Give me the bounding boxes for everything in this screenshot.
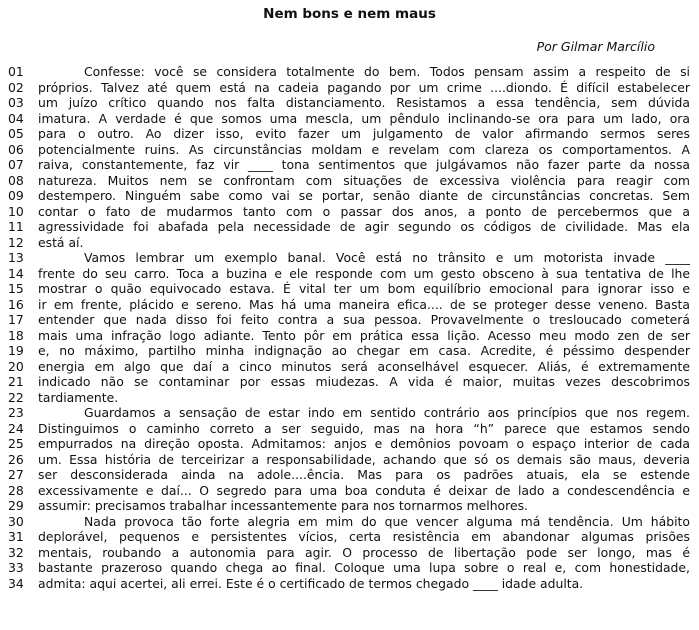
text-line xyxy=(8,452,690,468)
line-text: entender que nada disso foi feito contra a sua pessoa. Provavelmente o tresloucado cometerá xyxy=(38,312,690,327)
line-number: 11 xyxy=(8,219,24,234)
text-line xyxy=(8,204,690,220)
line-text: um. Essa história de terceirizar a responsabilidade, achando que só os demais são maus, deveria xyxy=(38,451,690,467)
text-line xyxy=(8,219,690,235)
line-number: 18 xyxy=(8,327,24,343)
line-text: mais uma infração logo adiante. Tento pôr em prática essa lição. Acesso meu modo zen de ser xyxy=(38,327,690,343)
line-number: 16 xyxy=(8,296,24,312)
line-text: próprios. Talvez até quem está na cadeia pagando por um crime ....diondo. É difícil estabelecer xyxy=(38,79,690,95)
text-line xyxy=(8,374,690,390)
line-number: 27 xyxy=(8,467,24,482)
line-text: excessivamente e daí... O segredo para uma boa conduta é deixar de lado a condescendência e xyxy=(38,482,690,498)
line-number: 09 xyxy=(8,188,24,203)
text-line xyxy=(8,80,690,96)
text-line xyxy=(8,188,690,204)
text-line xyxy=(8,64,690,80)
text-line xyxy=(8,421,690,437)
line-text: um juízo crítico quando nos falta distanciamento. Resistamos a essa tendência, sem dúvida xyxy=(38,95,690,110)
line-text: Confesse: você se considera totalmente do bem. Todos pensam assim a respeito de si xyxy=(84,64,690,79)
line-text: imatura. A verdade é que somos uma mescla, um pêndulo inclinando-se ora para um lado, ora xyxy=(38,110,690,126)
line-text: Guardamos a sensação de estar indo em sentido contrário aos princípios que nos regem. xyxy=(84,405,690,420)
document-title: Nem bons e nem maus xyxy=(263,6,436,22)
line-number: 13 xyxy=(8,250,24,265)
text-line xyxy=(8,343,690,359)
line-number: 05 xyxy=(8,126,24,141)
line-number: 01 xyxy=(8,64,24,79)
line-text: e, no máximo, partilho minha indignação ao chegar em casa. Acredite, é péssimo despender xyxy=(38,343,690,358)
text-line xyxy=(8,576,690,592)
line-number: 07 xyxy=(8,157,24,172)
text-line xyxy=(8,266,690,282)
text-line xyxy=(8,529,690,545)
line-number: 22 xyxy=(8,389,24,405)
text-line xyxy=(8,142,690,158)
line-text: Nada provoca tão forte alegria em mim do que vencer alguma má tendência. Um hábito xyxy=(84,513,690,529)
text-line xyxy=(8,250,690,266)
line-text: tardiamente. xyxy=(38,389,119,405)
line-number: 34 xyxy=(8,575,24,591)
line-text: indicado não se contaminar por essas miudezas. A vida é maior, muitas vezes descobrimos xyxy=(38,374,690,389)
text-line xyxy=(8,359,690,375)
line-number: 02 xyxy=(8,79,24,95)
line-number: 14 xyxy=(8,265,24,281)
text-line xyxy=(8,312,690,328)
text-line xyxy=(8,514,690,530)
line-number: 30 xyxy=(8,513,24,529)
line-text: potencialmente ruins. As circunstâncias moldam e revelam com clareza os comportamentos. A xyxy=(38,141,690,157)
line-number: 12 xyxy=(8,234,24,250)
line-number: 25 xyxy=(8,436,24,451)
line-number: 21 xyxy=(8,374,24,389)
line-number: 29 xyxy=(8,498,24,513)
text-line xyxy=(8,297,690,313)
line-number: 32 xyxy=(8,544,24,560)
line-text: deplorável, pequenos e persistentes vícios, certa resistência em abandonar algumas prisões xyxy=(38,529,690,544)
line-text: energia em algo que daí a cinco minutos será aconselhável esquecer. Aliás, é extremamente xyxy=(38,358,690,374)
text-line xyxy=(8,467,690,483)
line-text: agressividade foi abafada pela necessidade de agir segundo os códigos de civilidade. Mas ela xyxy=(38,219,690,234)
line-number: 10 xyxy=(8,203,24,219)
line-number: 23 xyxy=(8,405,24,420)
text-line xyxy=(8,545,690,561)
line-number: 04 xyxy=(8,110,24,126)
line-number: 06 xyxy=(8,141,24,157)
text-line xyxy=(8,436,690,452)
text-line xyxy=(8,111,690,127)
line-number: 17 xyxy=(8,312,24,327)
line-number: 15 xyxy=(8,281,24,296)
line-text: raiva, constantemente, faz vir ____ tona sentimentos que julgávamos não fazer parte da nossa xyxy=(38,157,690,172)
line-text: ser desconsiderada ainda na adole....ência. Mas para os padrões atuais, ela se estende xyxy=(38,467,690,482)
line-number: 31 xyxy=(8,529,24,544)
line-number: 03 xyxy=(8,95,24,110)
text-line xyxy=(8,560,690,576)
line-text: ir em frente, plácido e sereno. Mas há uma maneira efica.... de se proteger desse veneno. Basta xyxy=(38,296,690,312)
line-number: 20 xyxy=(8,358,24,374)
line-text: destempero. Ninguém sabe como vai se portar, senão diante de circunstâncias concretas. Sem xyxy=(38,188,690,203)
line-text: Vamos lembrar um exemplo banal. Você está no trânsito e um motorista invade ____ xyxy=(84,250,690,265)
text-line xyxy=(8,126,690,142)
document-byline: Por Gilmar Marcílio xyxy=(536,39,655,54)
line-text: contar o fato de mudarmos tanto com o passar dos anos, a ponto de percebermos que a xyxy=(38,203,690,219)
line-text: assumir: precisamos trabalhar incessantemente para nos tornarmos melhores. xyxy=(38,498,528,513)
text-line xyxy=(8,95,690,111)
line-number: 24 xyxy=(8,420,24,436)
text-line xyxy=(8,405,690,421)
line-text: bastante prazeroso quando chega ao final. Coloque uma lupa sobre o real e, com honestidade, xyxy=(38,560,690,575)
text-line xyxy=(8,483,690,499)
text-line xyxy=(8,157,690,173)
line-text: natureza. Muitos nem se confrontam com situações de excessiva violência para reagir com xyxy=(38,172,690,188)
line-text: empurrados na direção oposta. Admitamos: anjos e demônios povoam o espaço interior de cada xyxy=(38,436,690,451)
line-text: Distinguimos o caminho correto a ser seguido, mas na hora “h” parece que estamos sendo xyxy=(38,420,690,436)
text-line xyxy=(8,390,690,406)
line-number: 08 xyxy=(8,172,24,188)
document-body xyxy=(0,64,699,591)
text-line xyxy=(8,173,690,189)
line-text: para o outro. Ao dizer isso, evito fazer um julgamento de valor afirmando sermos seres xyxy=(38,126,690,141)
line-text: mentais, roubando a autonomia para agir. O processo de libertação pode ser longo, mas é xyxy=(38,544,690,560)
text-line xyxy=(8,328,690,344)
line-text: mostrar o quão equivocado estava. É vital ter um bom equilíbrio emocional para ignorar isso e xyxy=(38,281,690,296)
text-line xyxy=(8,498,690,514)
line-number: 19 xyxy=(8,343,24,358)
line-number: 28 xyxy=(8,482,24,498)
text-line xyxy=(8,235,690,251)
text-line xyxy=(8,281,690,297)
line-number: 26 xyxy=(8,451,24,467)
line-text: admita: aqui acertei, ali errei. Este é o certificado de termos chegado ____ idade adulta. xyxy=(38,575,584,591)
line-text: está aí. xyxy=(38,234,84,250)
line-number: 33 xyxy=(8,560,24,575)
line-text: frente do seu carro. Toca a buzina e ele responde com um gesto obsceno à sua tentativa de lhe xyxy=(38,265,690,281)
